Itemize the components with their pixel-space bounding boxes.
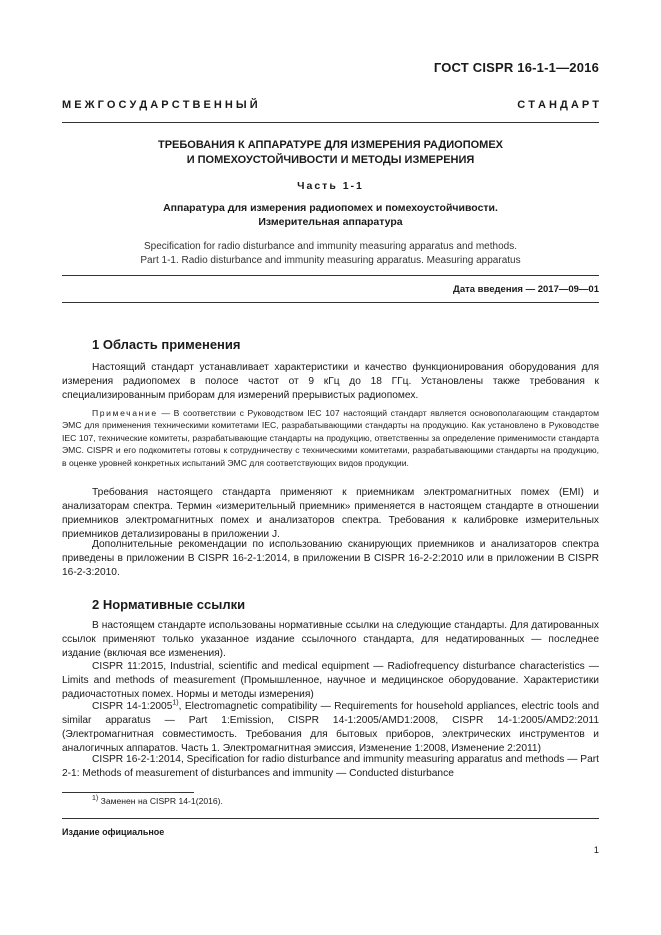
date-divider <box>62 302 599 303</box>
title-divider <box>62 275 599 276</box>
section-1-paragraph-2: Требования настоящего стандарта применяют к приемникам электромагнитных помех (EMI) и анализаторам спектра. Термин «измерительный приемник» применяется в настоящем стандарте в отношении приемников электромагнитных помех и анализаторов спектра. Требования к калибровке измерительных приемников детализированы в приложении J. <box>62 487 599 540</box>
english-title-line-2: Part 1-1. Radio disturbance and immunity measuring apparatus. Measuring apparatus <box>140 254 521 266</box>
note-text: — В соответствии с Руководством IEC 107 настоящий стандарт является основополагающим стандартом ЭМС для применения техническими комитетами IEC, разрабатывающими стандарты на продукцию. Как установлено в Руководстве IEC 107, технические комитеты, разрабатывающие стандарты на продукцию, ответственны за определение применимости стандарта ЭМС. CISPR и его подкомитеты готовы к сотрудничеству с техническими комитетами, разрабатывающими стандарты на продукцию, в оценке уровней конкретных испытаний ЭМС для соответствующих видов продукции. <box>62 408 599 468</box>
footnote-text: Заменен на CISPR 14-1(2016). <box>98 796 223 806</box>
official-edition-label: Издание официальное <box>62 827 165 837</box>
subtitle-line-1: Аппаратура для измерения радиопомех и помехоустойчивости. <box>163 202 498 214</box>
document-title <box>62 138 599 168</box>
title-line-2: И ПОМЕХОУСТОЙЧИВОСТИ И МЕТОДЫ ИЗМЕРЕНИЯ <box>186 154 475 166</box>
footnote-mark: 1) <box>92 795 99 803</box>
section-2-paragraph-1: В настоящем стандарте использованы нормативные ссылки на следующие стандарты. Для датированных ссылок применяют только указанное издание ссылочного стандарта, для недатированных — последнее издание (включая все изменения). <box>62 620 599 659</box>
page-number: 1 <box>593 845 599 856</box>
subtitle-line-2: Измерительная аппаратура <box>258 216 403 228</box>
english-title <box>62 240 599 267</box>
reference-cispr-14-1: CISPR 14-1:2005$^{1)}$, Electromagnetic compatibility — Requirements for household appliances, electric tools and similar apparatus — Part 1:Emission, CISPR 14-1:2005/AMD1:2008, CISPR 14-1:2005/AMD2:2011 (Электромагнитная совместимость. Требования для бытовых приборов, электрических инструментов и аналогичных аппаратов. Часть 1. Электромагнитная эмиссия, Изменение 1:2008, Изменение 2:2011) <box>62 699 599 754</box>
introduction-date: Дата введения — 2017—09—01 <box>453 284 599 295</box>
footer-divider <box>62 818 599 819</box>
english-title-line-1: Specification for radio disturbance and immunity measuring apparatus and methods. <box>144 241 517 252</box>
section-2-heading: 2 Нормативные ссылки <box>92 597 246 612</box>
interstate-standard-banner <box>62 99 599 115</box>
section-1-paragraph-3: Дополнительные рекомендации по использованию сканирующих приемников и анализаторов спектра приведены в приложении В CISPR 16-2-1:2014, в приложении В CISPR 16-2-2:2010 или в приложении В CISPR 16-2-3:2010. <box>62 539 599 578</box>
standard-label: С Т А Н Д А Р Т <box>517 99 599 111</box>
reference-cispr-16-2-1: CISPR 16-2-1:2014, Specification for radio disturbance and immunity measuring apparatus and methods — Part 2-1: Methods of measurement of disturbances and immunity — Conducted disturbance <box>62 754 599 779</box>
footnote <box>92 796 223 806</box>
section-1-paragraph-1: Настоящий стандарт устанавливает характеристики и качество функционирования оборудования для измерения радиопомех в полосе частот от 9 кГц до 18 ГГц. Установлены также требования к специализированным приборам для измерений прерывистых радиопомех. <box>62 362 599 401</box>
reference-cispr-11: CISPR 11:2015, Industrial, scientific and medical equipment — Radiofrequency disturbance characteristics — Limits and methods of measurement (Промышленное, научное и медицинское оборудование. Характеристики радиочастотных помех. Нормы и методы измерения) <box>62 661 599 700</box>
note-label: Примечание <box>92 408 158 418</box>
document-code: ГОСТ CISPR 16-1-1—2016 <box>433 60 599 75</box>
header-divider <box>62 122 599 123</box>
section-1-heading: 1 Область применения <box>92 337 241 352</box>
footnote-divider <box>62 792 194 793</box>
part-label: Часть 1-1 <box>297 180 364 192</box>
subtitle <box>62 201 599 229</box>
title-line-1: ТРЕБОВАНИЯ К АППАРАТУРЕ ДЛЯ ИЗМЕРЕНИЯ РАДИОПОМЕХ <box>157 139 503 151</box>
note <box>62 407 599 469</box>
footnote-reference: 1) <box>172 699 179 707</box>
interstate-label: М Е Ж Г О С У Д А Р С Т В Е Н Н Ы Й <box>62 99 258 111</box>
